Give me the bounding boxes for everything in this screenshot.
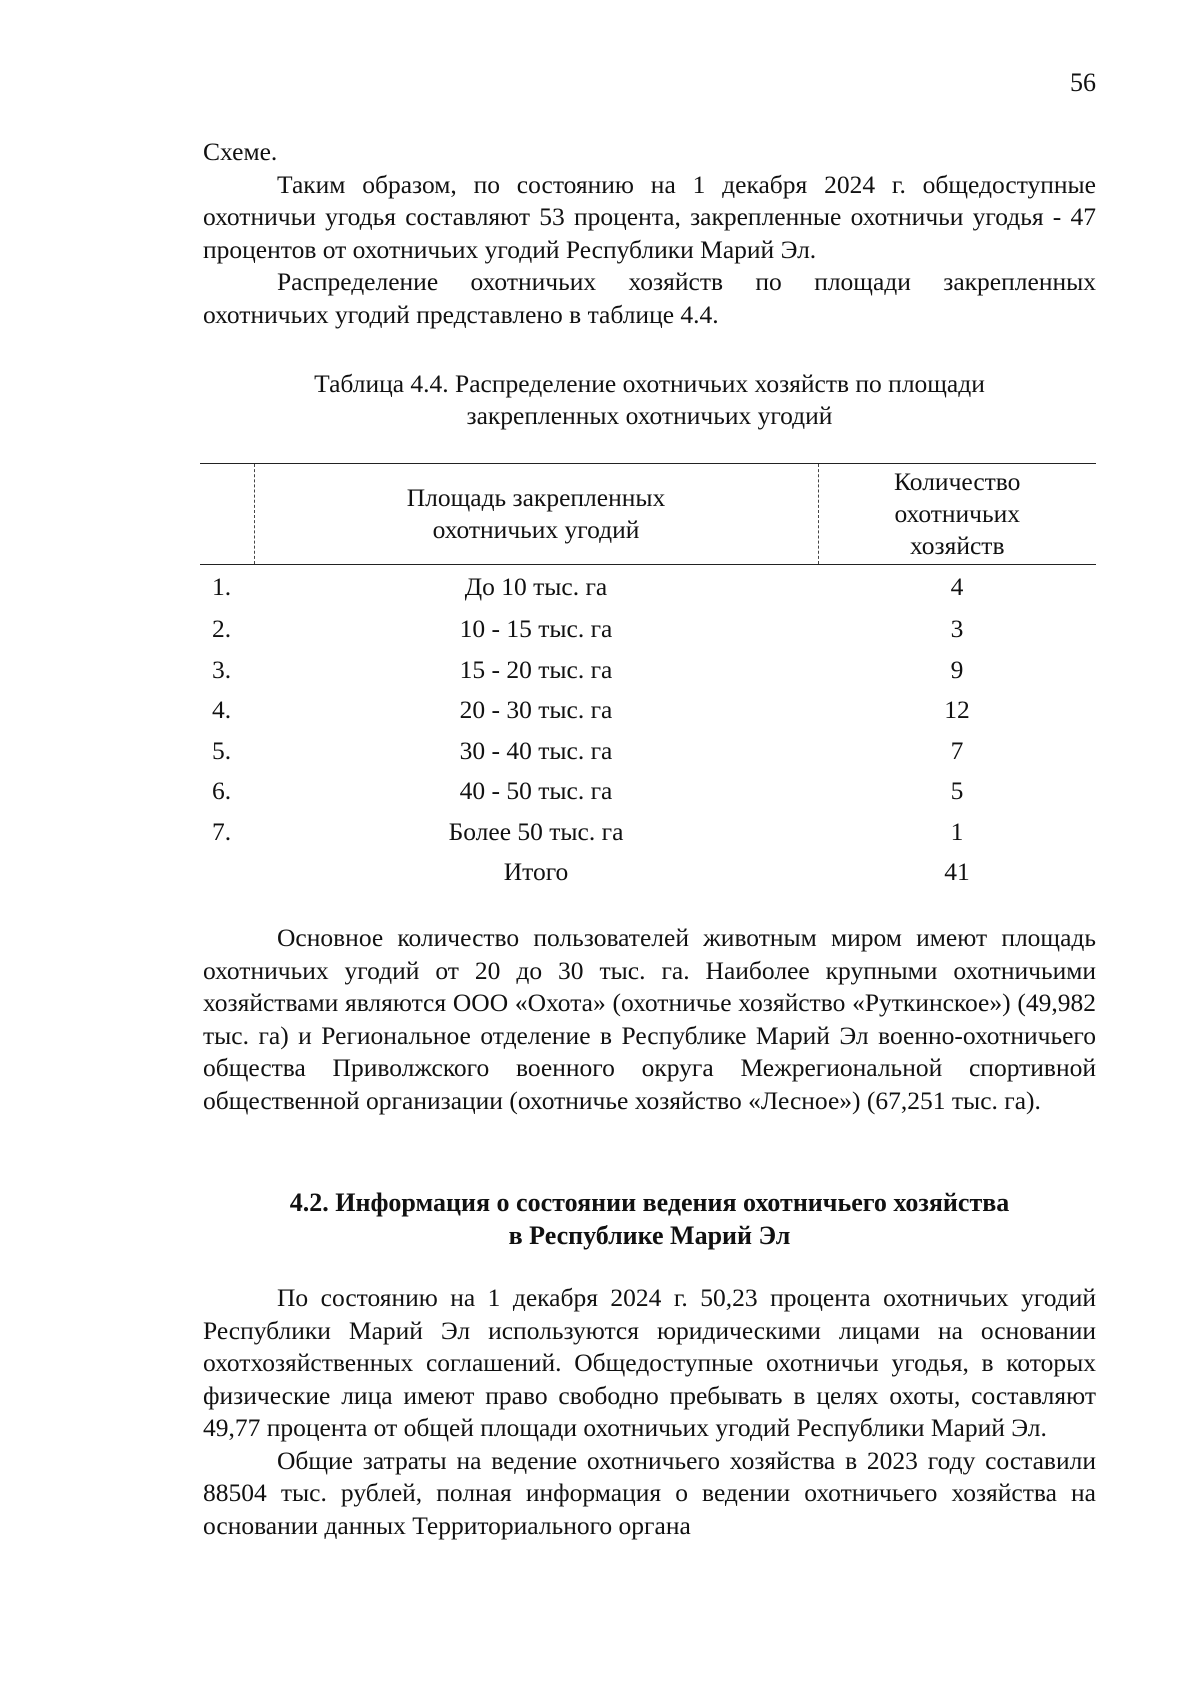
row-count: 7 [950, 735, 964, 765]
distribution-table [200, 463, 1096, 893]
paragraph-intro-1: Таким образом, по состоянию на 1 декабря 2024 г. общедоступные охотничьи угодья составляют 53 процента, закрепленные охотничьи угодья - 47 процентов от охотничьих угодий Республики Марий Эл. [203, 169, 1096, 264]
table-row [200, 565, 1096, 610]
table-header-row [200, 464, 1096, 565]
row-area: До 10 тыс. га [464, 572, 608, 601]
analysis-text [203, 922, 1096, 1117]
table-row [200, 690, 1096, 731]
row-area: 20 - 30 тыс. га [459, 695, 613, 725]
row-area: Более 50 тыс. га [448, 816, 624, 846]
table-caption-line-1: Таблица 4.4. Распределение охотничьих хозяйств по площади [314, 369, 985, 398]
intro-text [203, 136, 1096, 331]
row-number: 1. [212, 572, 232, 601]
table-row [200, 650, 1096, 691]
section-heading-line-1: 4.2. Информация о состоянии ведения охотничьего хозяйства [289, 1188, 1010, 1217]
paragraph-analysis: Основное количество пользователей животным миром имеют площадь охотничьих угодий от 20 до 30 тыс. га. Наиболее крупными охотничьими хозяйствами являются ООО «Охота» (охотничье хозяйство «Руткинское») (49,982 тыс. га) и Региональное отделение в Республике Марий Эл военно-охотничьего общества Приволжского военного округа Межрегиональной спортивной общественной организации (охотничье хозяйство «Лесное») (67,251 тыс. га). [203, 923, 1096, 1115]
paragraph-section-0: По состоянию на 1 декабря 2024 г. 50,23 процента охотничьих угодий Республики Марий Эл используются юридическими лицами на основании охотхозяйственных соглашений. Общедоступные охотничьи угодья, в которых физические лица имеют право свободно пребывать в целях охоты, составляют 49,77 процента от общей площади охотничьих угодий Республики Марий Эл. [203, 1283, 1096, 1442]
row-count: 9 [950, 654, 964, 684]
row-number: 5. [212, 735, 232, 765]
paragraph-section-1: Общие затраты на ведение охотничьего хозяйства в 2023 году составили 88504 тыс. рублей, полная информация о ведении охотничьего хозяйства на основании данных Территориального органа [203, 1445, 1096, 1540]
header-count-cell [818, 464, 1096, 565]
table-row [200, 812, 1096, 853]
table-row [200, 609, 1096, 650]
section-heading-line-2: в Республике Марий Эл [508, 1221, 791, 1250]
table-row [200, 771, 1096, 812]
row-count: 4 [950, 572, 964, 601]
row-number: 2. [212, 614, 232, 644]
table-row [200, 731, 1096, 772]
row-number: 3. [212, 654, 232, 684]
row-count: 5 [950, 776, 964, 806]
row-count: 3 [950, 614, 964, 644]
section-body-text [203, 1282, 1096, 1542]
header-area-line-1: Площадь закрепленных [406, 483, 666, 512]
row-area: 40 - 50 тыс. га [459, 776, 613, 806]
header-count-line-2: охотничьих [894, 499, 1021, 528]
row-count: 41 [944, 857, 970, 887]
row-area: Итого [503, 857, 569, 887]
header-count-line-1: Количество [894, 467, 1021, 496]
header-area-cell [254, 464, 818, 565]
row-number: 4. [212, 695, 232, 725]
row-number: 7. [212, 816, 232, 846]
row-number: 6. [212, 776, 232, 806]
paragraph-intro-2: Распределение охотничьих хозяйств по площади закрепленных охотничьих угодий представлено в таблице 4.4. [203, 267, 1096, 329]
header-area-line-2: охотничьих угодий [432, 515, 640, 544]
table-total-row [200, 852, 1096, 893]
header-count-line-3: хозяйств [910, 531, 1005, 560]
section-heading [203, 1186, 1096, 1252]
row-area: 15 - 20 тыс. га [459, 654, 613, 684]
table-caption-line-2: закрепленных охотничьих угодий [466, 401, 833, 430]
row-count: 1 [950, 816, 964, 846]
row-area: 10 - 15 тыс. га [459, 614, 613, 644]
table-caption [203, 368, 1096, 432]
row-number [200, 852, 254, 893]
paragraph-intro-0: Схеме. [203, 137, 278, 166]
row-count: 12 [944, 695, 970, 725]
row-area: 30 - 40 тыс. га [459, 735, 613, 765]
page-number: 56 [1070, 68, 1096, 97]
header-number-cell [200, 464, 254, 565]
